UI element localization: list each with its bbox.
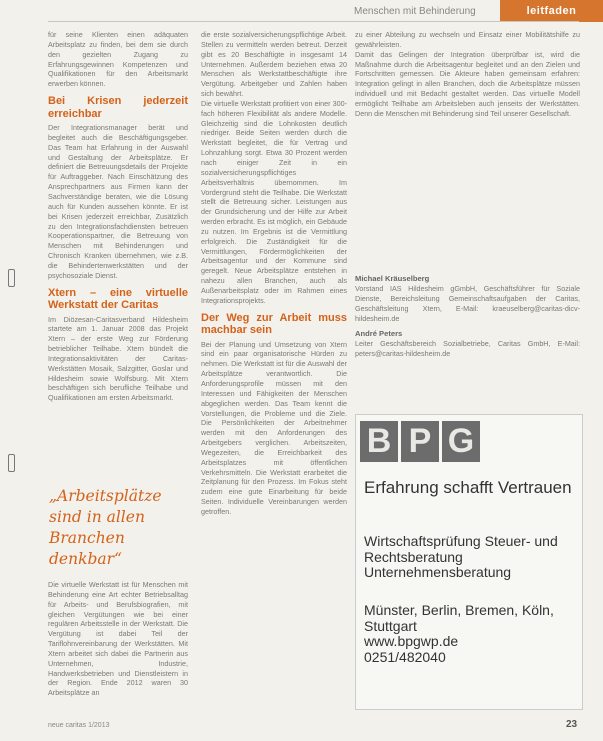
advertisement xyxy=(355,414,583,710)
body-text: Die virtuelle Werkstatt profitiert von einer 300-fach höheren Flexibilität als andere Modelle. Gleichzeitig sind die Lohnkosten deutlich niedriger. Beide Seiten werden durch die Werkstatt begleitet, die für Vertrag und Lohnzahlung sorgt. Etwa 30 Prozent werden nach einiger Zeit in ein sozialversicherungspflichtiges Arbeitsverhältnis übernommen. Im Vordergrund steht die Teilhabe. Die Werkstatt stellt die Betreuung sicher. Leistungen aus der Grundsicherung und der Hilfe zur Arbeit werden erbracht. Es ist möglich, ein Gebäude zu nutzen. Im Ergebnis ist die Vermittlung erfolgreich. Die Zuständigkeit für die Vermittlungen, Fördermöglichkeiten der Arbeitsagentur und der Kommune sind geregelt. Neue Arbeitsplätze entstehen in nahezu allen Branchen, auch als Außenarbeitsplatz oder im Rahmen eines Integrationsprojekts. xyxy=(201,98,347,305)
ad-services: Wirtschaftsprüfung Steuer- und Rechtsberatung Unternehmensberatung xyxy=(364,533,558,580)
author-name: Michael Kräuselberg xyxy=(355,274,430,283)
ad-phone: 0251/482040 xyxy=(364,648,446,665)
ad-headline: Erfahrung schafft Vertrauen xyxy=(364,478,572,497)
bpg-logo xyxy=(360,421,480,462)
body-text: zu einer Abteilung zu wechseln und Einsatz einer Mobilitätshilfe zu gewährleisten. xyxy=(355,30,580,49)
body-text: Die virtuelle Werkstatt ist für Menschen mit Behinderung eine Art echter Betriebsalltag für Arbeits- und Berufsbiografien, mit gleichen Vergütungen wie bei einer regulären Arbeitsstelle in der Werkstatt. Die Vergütung ist dabei Teil der Tariflohnvereinbarung der Werkstätten. Mit Xtern arbeitet sich dabei die Partnerin aus Unternehmen, Industrie, Handwerksbetrieben und Dienstleistern in der Region. Ende 2012 waren 30 Arbeitsplätze an xyxy=(48,580,188,698)
ad-contact xyxy=(364,603,579,665)
binder-ring xyxy=(8,454,15,472)
column-2 xyxy=(201,30,347,517)
author-name: André Peters xyxy=(355,329,403,339)
ad-cities: Münster, Berlin, Bremen, Köln, Stuttgart xyxy=(364,602,554,634)
section-heading: Xtern – eine virtuelle Werkstatt der Caritas xyxy=(48,286,188,312)
page-number: 23 xyxy=(566,719,578,730)
logo-letter: P xyxy=(401,421,439,462)
body-text: Damit das Gelingen der Integration überprüfbar ist, wird die Maßnahme durch die Arbeitsagentur begleitet und an den Zielen und Fortschritten gemessen. Die Akteure haben gemeinsam erfahren: Integration gelingt in allen Branchen, doch die Arbeitsplätze müssen individuell und mit Bedacht gestaltet werden. Das virtuelle Modell ermöglicht Teilhabe am Arbeitsleben auch jenseits der Werkstätten. Denn die Menschen mit Behinderung sind Teil unserer Gesellschaft. xyxy=(355,49,580,118)
body-text: Im Diözesan-Caritasverband Hildesheim startete am 1. Januar 2008 das Projekt Xtern – der erste Weg zur Förderung betrieblicher Teilhabe. Xtern bündelt die Integrationsaktivitäten der Caritas-Werkstätten Mosaik, Salzgitter, Goslar und Hildesheim sowie Wolfsburg. Mit Xtern beschäftigen sich berufliche Teilhabe und Qualifikationen am ersten Arbeitsmarkt. xyxy=(48,314,188,403)
author-box xyxy=(355,274,580,359)
column-3 xyxy=(355,30,580,119)
section-heading: Der Weg zur Arbeit muss machbar sein xyxy=(201,311,347,337)
author-info: Vorstand IAS Hildesheim gGmbH, Geschäftsführer für Soziale Dienste, Bereichsleitung Gemeinschaftsaufgaben der Caritas, Geschäftsleitung Xtern, E-Mail: kraeuselberg@caritas-dicv-hildesheim.de xyxy=(355,284,580,323)
body-text: für seine Klienten einen adäquaten Arbeitsplatz zu finden, bei dem sie durch den gezielten Zugang zu Erfahrungsgewinnen Kompetenzen und Qualifikationen für den Arbeitsmarkt erwerben können. xyxy=(48,30,188,89)
body-text: Der Integrationsmanager berät und begleitet auch die Beschäftigungsgeber. Das Team hat Erfahrung in der Auswahl und Gestaltung der Arbeitsplätze. Er definiert die Betreuungsdetails der Projekte für Auftraggeber. Nach Einschätzung des Ansprechpartners aus Firmen kann der Sachverständige beraten, wie die Lösung auch für Kunden aussehen könnte. Er ist bei Krisen jederzeit erreichbar, Zusätzlich zu den Integrationsfachdiensten betreuen Kooperationspartner, die Betreuung von Menschen mit Behinderungen und Chronisch Kranken übernehmen, wie z.B. die Behindertenwerkstätten und der psychosoziale Dienst. xyxy=(48,123,188,280)
pull-quote: „Arbeitsplätze sind in allen Branchen denkbar“ xyxy=(49,487,162,568)
section-heading: Bei Krisen jederzeit erreichbar xyxy=(48,95,188,120)
header-rule xyxy=(48,21,579,22)
column-1-bottom xyxy=(48,580,188,698)
author-info: Leiter Geschäftsbereich Sozialbetriebe, Caritas GmbH, E-Mail: peters@caritas-hildesheim.de xyxy=(355,339,580,359)
logo-letter: G xyxy=(442,421,480,462)
binder-ring xyxy=(8,269,15,287)
ad-web[interactable]: www.bpgwp.de xyxy=(364,633,459,649)
section-tab: leitfaden xyxy=(500,0,603,22)
logo-letter: B xyxy=(360,421,398,462)
footer-publication: neue caritas 1/2013 xyxy=(48,722,110,729)
body-text: Bei der Planung und Umsetzung von Xtern sind ein paar organisatorische Hürden zu nehmen. Die Werkstatt ist für die Auswahl der Arbeitsplätze verantwortlich. Die Anforderungsprofile müssen mit den Interessen und Fähigkeiten der Menschen abgeglichen werden. Das Team kennt die Vorstellungen, die Probleme und die Ziele. Die Persönlichkeiten der Arbeitnehmer werden mit den Anforderungen des Arbeitgebers verglichen. Arbeitszeiten, Wegezeiten, die Erreichbarkeit des Arbeitsplatzes mit öffentlichen Verkehrsmitteln. Die Werkstatt erarbeitet die Zeitplanung für den Prozess. Im Fokus steht zudem eine gute Einarbeitung für beide Seiten. Individuelle Vereinbarungen werden getroffen. xyxy=(201,339,347,516)
section-category: Menschen mit Behinderung xyxy=(354,6,476,17)
column-1 xyxy=(48,30,188,403)
body-text: die erste sozialversicherungspflichtige Arbeit. Stellen zu vermitteln werden betreut. Derzeit gibt es 20 Beschäftigte in insgesamt 14 Unternehmen. Außerdem beziehen etwa 20 Menschen als Werkstattbeschäftigte ihre Vergütung. Arbeitgeber und Zahlen haben sich bewährt. xyxy=(201,30,347,99)
